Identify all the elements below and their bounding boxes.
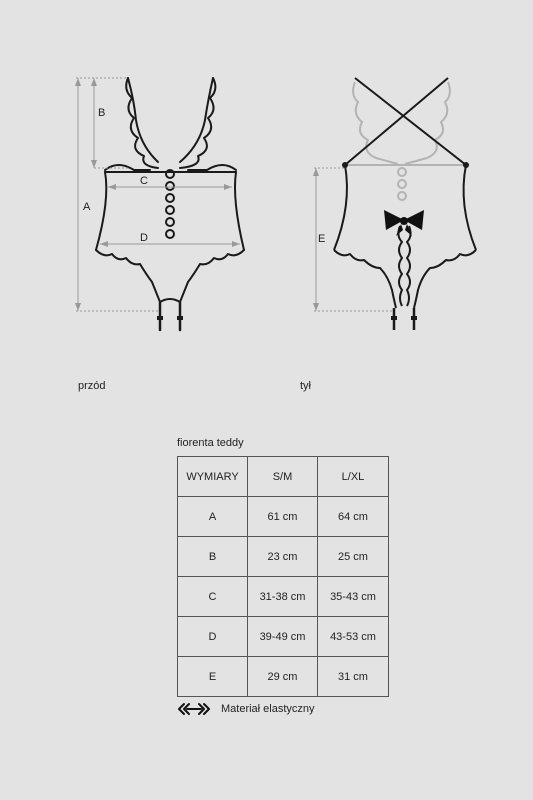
back-garment-faded-front	[345, 82, 465, 200]
table-row	[178, 497, 389, 537]
legend	[177, 702, 315, 716]
table-cell: A	[178, 497, 248, 537]
table-cell: D	[178, 617, 248, 657]
table-cell: E	[178, 657, 248, 697]
product-name: fiorenta teddy	[177, 437, 244, 449]
dimension-label-e: E	[318, 233, 326, 245]
dimension-label-b: B	[98, 107, 106, 119]
back-view-label: tył	[300, 380, 311, 392]
bow-icon	[384, 210, 424, 236]
table-cell: 61 cm	[248, 497, 318, 537]
table-cell: 25 cm	[318, 537, 389, 577]
front-garment-illustration	[96, 78, 244, 330]
size-table	[177, 456, 389, 697]
dimension-label-c: C	[140, 175, 148, 187]
front-view-label: przód	[78, 380, 106, 392]
dimension-label-a: A	[83, 201, 91, 213]
legend-text: Materiał elastyczny	[221, 703, 315, 715]
dimension-label-d: D	[140, 232, 148, 244]
table-cell: C	[178, 577, 248, 617]
column-header: WYMIARY	[178, 457, 248, 497]
column-header: S/M	[248, 457, 318, 497]
table-row	[178, 577, 389, 617]
table-cell: 29 cm	[248, 657, 318, 697]
table-cell: 43-53 cm	[318, 617, 389, 657]
back-garment-illustration	[334, 78, 476, 330]
back-dimension-lines	[314, 168, 394, 311]
column-header: L/XL	[318, 457, 389, 497]
table-cell: 31-38 cm	[248, 577, 318, 617]
table-row	[178, 617, 389, 657]
table-cell: B	[178, 537, 248, 577]
table-cell: 35-43 cm	[318, 577, 389, 617]
table-row	[178, 657, 389, 697]
table-header-row	[178, 457, 389, 497]
table-row	[178, 537, 389, 577]
table-cell: 23 cm	[248, 537, 318, 577]
elastic-arrow-icon	[177, 702, 211, 716]
table-cell: 64 cm	[318, 497, 389, 537]
table-cell: 31 cm	[318, 657, 389, 697]
table-cell: 39-49 cm	[248, 617, 318, 657]
